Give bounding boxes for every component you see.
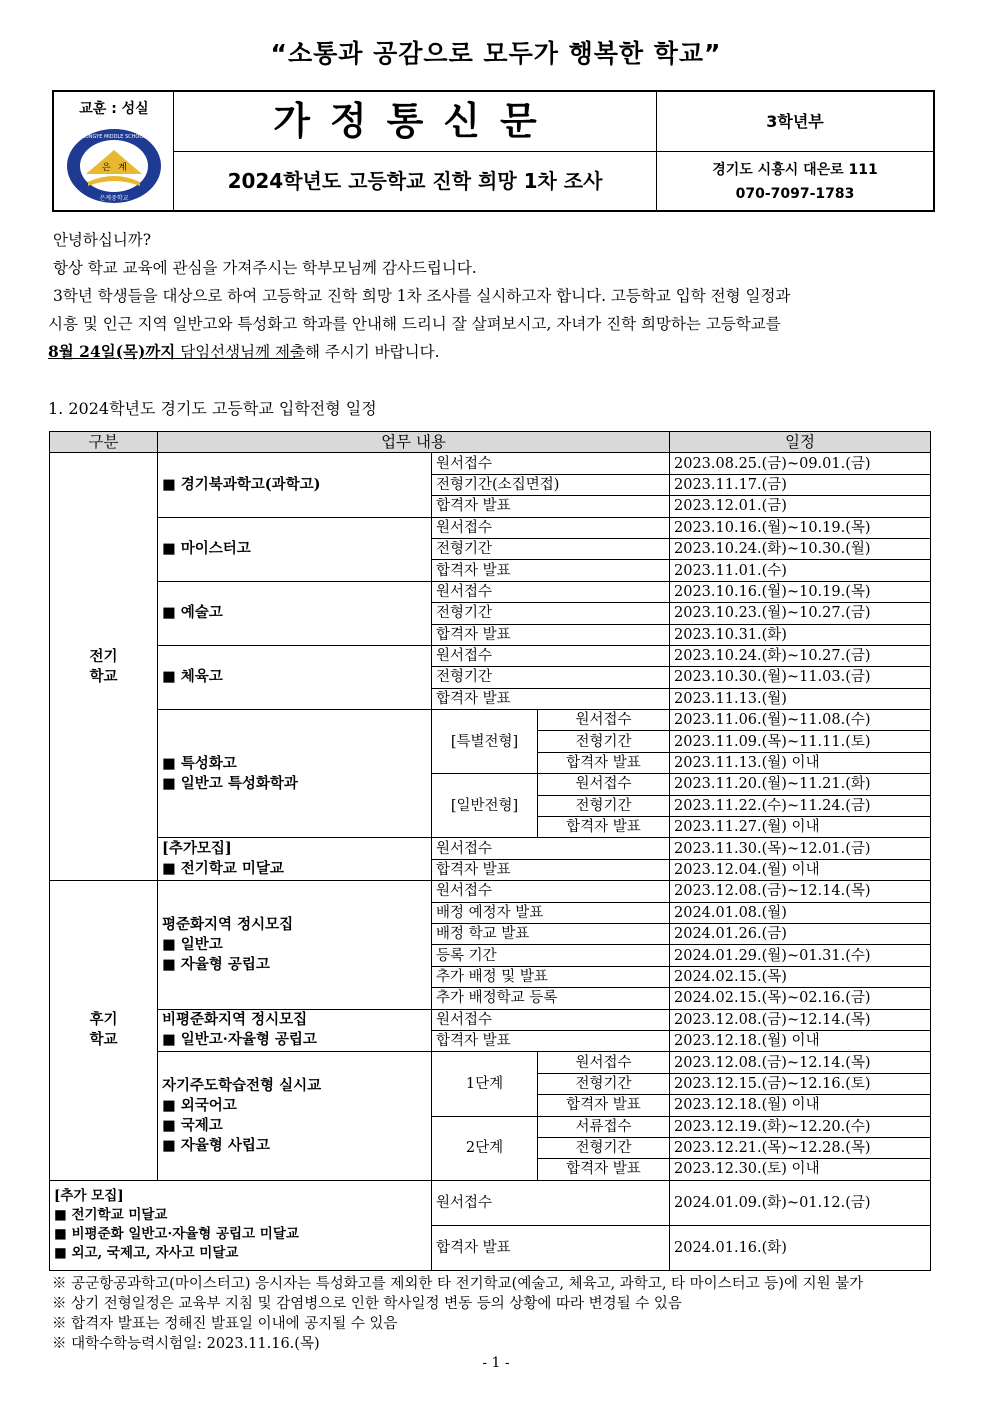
school-type: ■ 마이스터고	[158, 517, 432, 581]
table-row	[50, 1052, 931, 1073]
date-cell: 2023.10.24.(화)~10.27.(금)	[670, 645, 931, 666]
date-cell: 2023.12.30.(토) 이내	[670, 1159, 931, 1180]
date-cell: 2023.12.19.(화)~12.20.(수)	[670, 1116, 931, 1137]
date-cell: 2023.12.18.(월) 이내	[670, 1095, 931, 1116]
task-cell: 합격자 발표	[538, 1095, 670, 1116]
task-cell: 합격자 발표	[538, 752, 670, 773]
task-cell: 원서접수	[432, 517, 670, 538]
task-cell: 합격자 발표	[538, 1159, 670, 1180]
date-cell: 2023.11.17.(금)	[670, 474, 931, 495]
task-cell: 원서접수	[432, 645, 670, 666]
note-item: ※ 대학수학능력시험일: 2023.11.16.(목)	[52, 1336, 320, 1352]
task-cell: 원서접수	[432, 1180, 670, 1225]
slogan: “소통과 공감으로 모두가 행복한 학교”	[270, 39, 722, 68]
date-cell: 2024.01.16.(화)	[670, 1225, 931, 1270]
letter-line: 시흥 및 인근 지역 일반고와 특성화고 학과를 안내해 드리니 잘 살펴보시고, 자녀가 진학 희망하는 고등학교를	[48, 315, 781, 333]
page-subtitle: 2024학년도 고등학교 진학 희망 1차 조사	[174, 152, 657, 210]
deadline-end: 해 주시기 바랍니다.	[304, 343, 440, 361]
table-row	[50, 838, 931, 859]
task-cell: 추가 배정 및 발표	[432, 966, 670, 987]
late-schools-label: 후기 학교	[50, 881, 158, 1180]
task-cell: 전형기간	[432, 603, 670, 624]
school-type: ■ 경기북과학고(과학고)	[158, 453, 432, 517]
school-motto: 교훈 : 성실	[79, 101, 149, 117]
school-type: 자기주도학습전형 실시교 ■ 외국어고 ■ 국제고 ■ 자율형 사립고	[158, 1052, 432, 1180]
date-cell: 2024.01.09.(화)~01.12.(금)	[670, 1180, 931, 1225]
date-cell: 2024.01.29.(월)~01.31.(수)	[670, 945, 931, 966]
date-cell: 2023.11.01.(수)	[670, 560, 931, 581]
date-cell: 2023.11.30.(목)~12.01.(금)	[670, 838, 931, 859]
address: 경기도 시흥시 대은로 111	[712, 162, 878, 178]
task-cell: 등록 기간	[432, 945, 670, 966]
section-title: 1. 2024학년도 경기도 고등학교 입학전형 일정	[48, 399, 377, 418]
task-cell: 합격자 발표	[432, 859, 670, 880]
date-cell: 2023.12.01.(금)	[670, 496, 931, 517]
task-cell: 배정 예정자 발표	[432, 902, 670, 923]
date-cell: 2023.12.18.(월) 이내	[670, 1030, 931, 1051]
phone: 070-7097-1783	[735, 186, 855, 202]
table-row	[50, 453, 931, 474]
school-logo-icon	[64, 126, 164, 206]
letter-line: 3학년 학생들을 대상으로 하여 고등학교 진학 희망 1차 조사를 실시하고자 합니다. 고등학교 입학 전형 일정과	[52, 287, 791, 305]
task-cell: 합격자 발표	[432, 560, 670, 581]
task-cell: 배정 학교 발표	[432, 923, 670, 944]
admission-schedule-table	[49, 431, 931, 1271]
task-cell: 합격자 발표	[538, 817, 670, 838]
task-cell: 전형기간	[432, 538, 670, 559]
department: 3학년부	[657, 92, 933, 152]
logo-char-left: 은	[102, 163, 111, 173]
task-cell: 원서접수	[538, 1052, 670, 1073]
header-category: 구분	[50, 432, 158, 453]
date-cell: 2023.11.22.(수)~11.24.(금)	[670, 795, 931, 816]
task-cell: 합격자 발표	[432, 1030, 670, 1051]
task-cell: 원서접수	[432, 581, 670, 602]
task-cell: 원서접수	[538, 774, 670, 795]
note-item: ※ 상기 전형일정은 교육부 지침 및 감염병으로 인한 학사일정 변동 등의 상황에 따라 변경될 수 있음	[52, 1296, 682, 1312]
date-cell: 2023.12.21.(목)~12.28.(목)	[670, 1137, 931, 1158]
school-type: [추가모집] ■ 전기학교 미달교	[158, 838, 432, 881]
table-row	[50, 710, 931, 731]
date-cell: 2023.12.04.(월) 이내	[670, 859, 931, 880]
date-cell: 2023.10.30.(월)~11.03.(금)	[670, 667, 931, 688]
date-cell: 2023.11.27.(월) 이내	[670, 817, 931, 838]
school-emblem-box	[54, 92, 174, 210]
school-type: ■ 체육고	[158, 645, 432, 709]
table-row	[50, 1180, 931, 1225]
school-type: ■ 예술고	[158, 581, 432, 645]
date-cell: 2023.12.15.(금)~12.16.(토)	[670, 1073, 931, 1094]
task-cell: 추가 배정학교 등록	[432, 988, 670, 1009]
table-row	[50, 517, 931, 538]
page-number: - 1 -	[482, 1355, 510, 1371]
newsletter-header	[52, 90, 935, 212]
school-type: 평준화지역 정시모집 ■ 일반고 ■ 자율형 공립고	[158, 881, 432, 1009]
task-cell: 합격자 발표	[432, 1225, 670, 1270]
date-cell: 2023.10.23.(월)~10.27.(금)	[670, 603, 931, 624]
note-item: ※ 공군항공과학고(마이스터고) 응시자는 특성화고를 제외한 타 전기학교(예술고, 체육고, 과학고, 타 마이스터고 등)에 지원 불가	[52, 1276, 864, 1292]
date-cell: 2023.08.25.(금)~09.01.(금)	[670, 453, 931, 474]
task-cell: 원서접수	[538, 710, 670, 731]
logo-ring-bottom: 은계중학교	[99, 195, 129, 202]
stage2-label: 2단계	[432, 1116, 538, 1180]
table-header-row	[50, 432, 931, 453]
date-cell: 2024.01.08.(월)	[670, 902, 931, 923]
note-item: ※ 합격자 발표는 정해진 발표일 이내에 공지될 수 있음	[52, 1316, 398, 1332]
task-cell: 전형기간(소집면접)	[432, 474, 670, 495]
special-track-label: [특별전형]	[432, 710, 538, 774]
notes	[52, 1274, 863, 1354]
logo-ring-top: EUNGYE MIDDLE SCHOOL	[81, 134, 147, 140]
date-cell: 2023.12.08.(금)~12.14.(목)	[670, 881, 931, 902]
greeting: 안녕하십니까?	[52, 231, 152, 249]
logo-char-right: 계	[118, 163, 127, 173]
task-cell: 전형기간	[432, 667, 670, 688]
task-cell: 원서접수	[432, 838, 670, 859]
task-cell: 서류접수	[538, 1116, 670, 1137]
task-cell: 합격자 발표	[432, 624, 670, 645]
header-schedule: 일정	[670, 432, 931, 453]
deadline-date: 8월 24일(목)까지	[48, 342, 176, 361]
general-track-label: [일반전형]	[432, 774, 538, 838]
date-cell: 2023.11.09.(목)~11.11.(토)	[670, 731, 931, 752]
task-cell: 합격자 발표	[432, 496, 670, 517]
date-cell: 2023.11.20.(월)~11.21.(화)	[670, 774, 931, 795]
table-row	[50, 581, 931, 602]
date-cell: 2023.12.08.(금)~12.14.(목)	[670, 1009, 931, 1030]
page-title: 가정통신문	[174, 92, 657, 152]
task-cell: 원서접수	[432, 1009, 670, 1030]
date-cell: 2023.12.08.(금)~12.14.(목)	[670, 1052, 931, 1073]
task-cell: 전형기간	[538, 1137, 670, 1158]
date-cell: 2023.11.13.(월)	[670, 688, 931, 709]
task-cell: 원서접수	[432, 453, 670, 474]
contact-info	[657, 152, 933, 210]
task-cell: 원서접수	[432, 881, 670, 902]
date-cell: 2023.10.16.(월)~10.19.(목)	[670, 581, 931, 602]
final-recruit-cell: [추가 모집] ■ 전기학교 미달교 ■ 비평준화 일반고·자율형 공립고 미달교 ■ 외고, 국제고, 자사고 미달교	[50, 1180, 432, 1270]
date-cell: 2024.02.15.(목)~02.16.(금)	[670, 988, 931, 1009]
date-cell: 2023.10.24.(화)~10.30.(월)	[670, 538, 931, 559]
header-content: 업무 내용	[158, 432, 670, 453]
date-cell: 2024.02.15.(목)	[670, 966, 931, 987]
letter-body	[48, 226, 948, 366]
deadline-action: 담임선생님께 제출	[175, 343, 305, 361]
date-cell: 2023.10.16.(월)~10.19.(목)	[670, 517, 931, 538]
date-cell: 2023.11.13.(월) 이내	[670, 752, 931, 773]
task-cell: 전형기간	[538, 731, 670, 752]
school-type: 비평준화지역 정시모집 ■ 일반고·자율형 공립고	[158, 1009, 432, 1052]
table-row	[50, 881, 931, 902]
table-row	[50, 645, 931, 666]
task-cell: 합격자 발표	[432, 688, 670, 709]
early-schools-label: 전기 학교	[50, 453, 158, 881]
school-type: ■ 특성화고 ■ 일반고 특성화학과	[158, 710, 432, 838]
letter-line: 항상 학교 교육에 관심을 가져주시는 학부모님께 감사드립니다.	[52, 259, 477, 277]
task-cell: 전형기간	[538, 1073, 670, 1094]
date-cell: 2023.10.31.(화)	[670, 624, 931, 645]
stage1-label: 1단계	[432, 1052, 538, 1116]
date-cell: 2024.01.26.(금)	[670, 923, 931, 944]
table-row	[50, 1009, 931, 1030]
date-cell: 2023.11.06.(월)~11.08.(수)	[670, 710, 931, 731]
task-cell: 전형기간	[538, 795, 670, 816]
